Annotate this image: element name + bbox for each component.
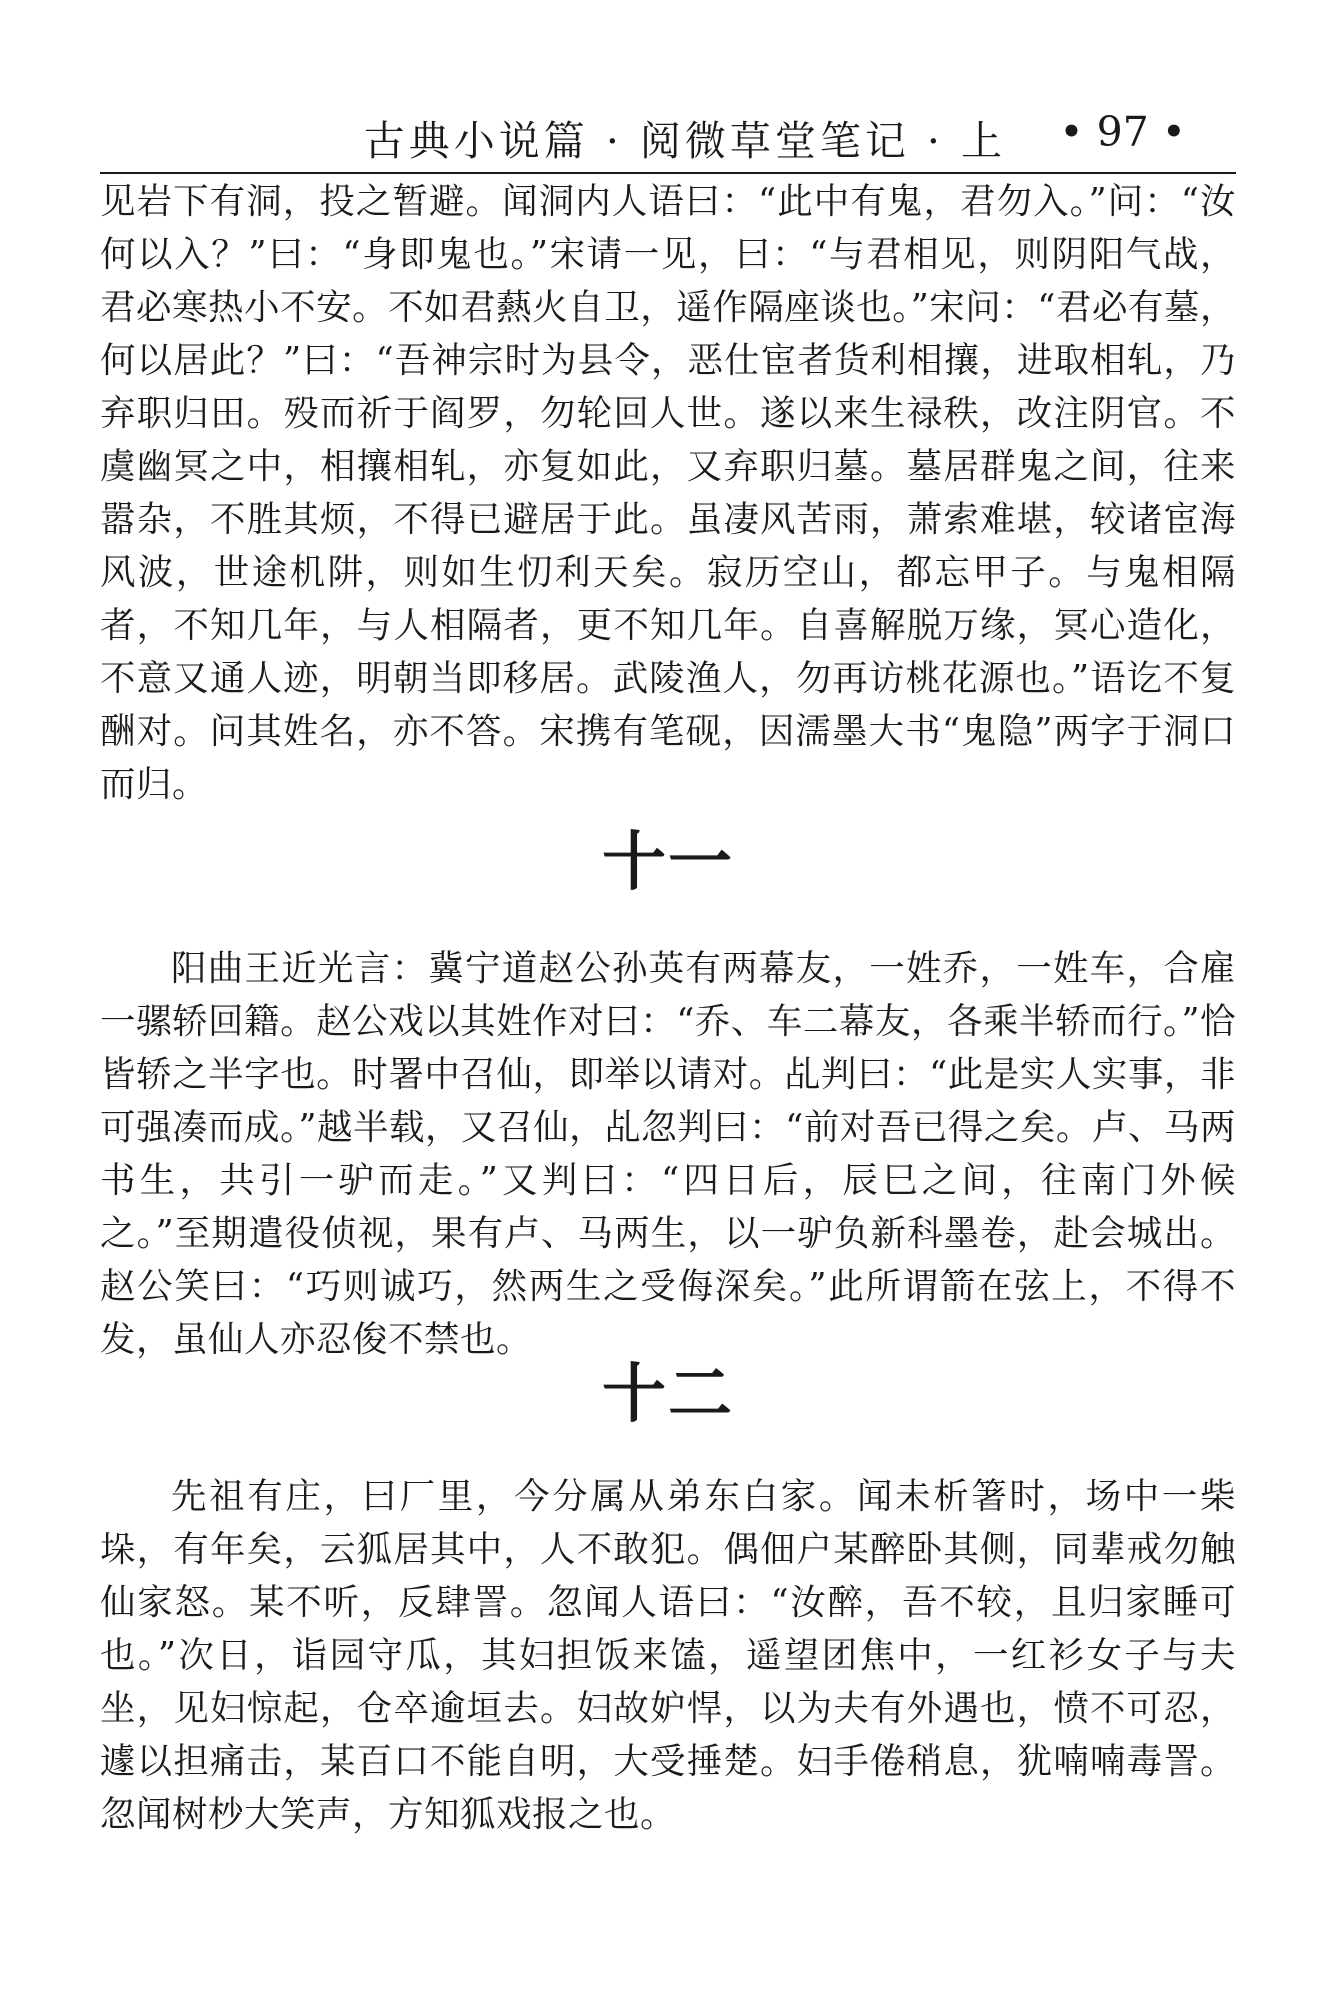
paragraph: 见岩下有洞，投之暂避。闻洞内人语曰：“此中有鬼，君勿入。”问：“汝何以入？”曰：“身即鬼也。”宋请一见，曰：“与君相见，则阴阳气战，君必寒热小不安。不如君爇火自卫，遥作隔座谈也。”宋问：“君必有墓，何以居此？”曰：“吾神宗时为县令，恶仕宦者货利相攘，进取相轧，乃弃职归田。殁而祈于阎罗，勿轮回人世。遂以来生禄秩，改注阴官。不虞幽冥之中，相攘相轧，亦复如此，又弃职归墓。墓居群鬼之间，往来嚣杂，不胜其烦，不得已避居于此。虽凄风苦雨，萧索难堪，较诸宦海风波，世途机阱，则如生忉利天矣。寂历空山，都忘甲子。与鬼相隔者，不知几年，与人相隔者，更不知几年。自喜解脱万缘，冥心造化，不意又通人迹，明朝当即移居。武陵渔人，勿再访桃花源也。”语讫不复酬对。问其姓名，亦不答。宋携有笔砚，因濡墨大书“鬼隐”两字于洞口而归。: [100, 181, 1236, 805]
running-header: [100, 108, 1236, 168]
section-12-body: [100, 1470, 1236, 1841]
running-header-title: 古典小说篇 · 阅微草堂笔记 · 上: [363, 117, 1006, 165]
section-10-continuation: [100, 175, 1236, 811]
section-heading-11: 十一: [602, 826, 734, 900]
header-divider: [100, 172, 1236, 174]
section-heading-12: 十二: [602, 1358, 734, 1432]
page-number: • 97 •: [1059, 108, 1186, 156]
section-11-body: [100, 942, 1236, 1366]
paragraph: 阳曲王近光言：冀宁道赵公孙英有两幕友，一姓乔，一姓车，合雇一骡轿回籍。赵公戏以其姓作对曰：“乔、车二幕友，各乘半轿而行。”恰皆轿之半字也。时署中召仙，即举以请对。乩判曰：“此是实人实事，非可强凑而成。”越半载，又召仙，乩忽判曰：“前对吾已得之矣。卢、马两书生，共引一驴而走。”又判曰：“四日后，辰巳之间，往南门外候之。”至期遣役侦视，果有卢、马两生，以一驴负新科墨卷，赴会城出。赵公笑曰：“巧则诚巧，然两生之受侮深矣。”此所谓箭在弦上，不得不发，虽仙人亦忍俊不禁也。: [100, 948, 1236, 1360]
paragraph: 先祖有庄，曰厂里，今分属从弟东白家。闻未析箸时，场中一柴垛，有年矣，云狐居其中，人不敢犯。偶佃户某醉卧其侧，同辈戒勿触仙家怒。某不听，反肆詈。忽闻人语曰：“汝醉，吾不较，且归家睡可也。”次日，诣园守瓜，其妇担饭来馌，遥望团焦中，一红衫女子与夫坐，见妇惊起，仓卒逾垣去。妇故妒悍，以为夫有外遇也，愤不可忍，遽以担痛击，某百口不能自明，大受捶楚。妇手倦稍息，犹喃喃毒詈。忽闻树杪大笑声，方知狐戏报之也。: [100, 1476, 1236, 1835]
